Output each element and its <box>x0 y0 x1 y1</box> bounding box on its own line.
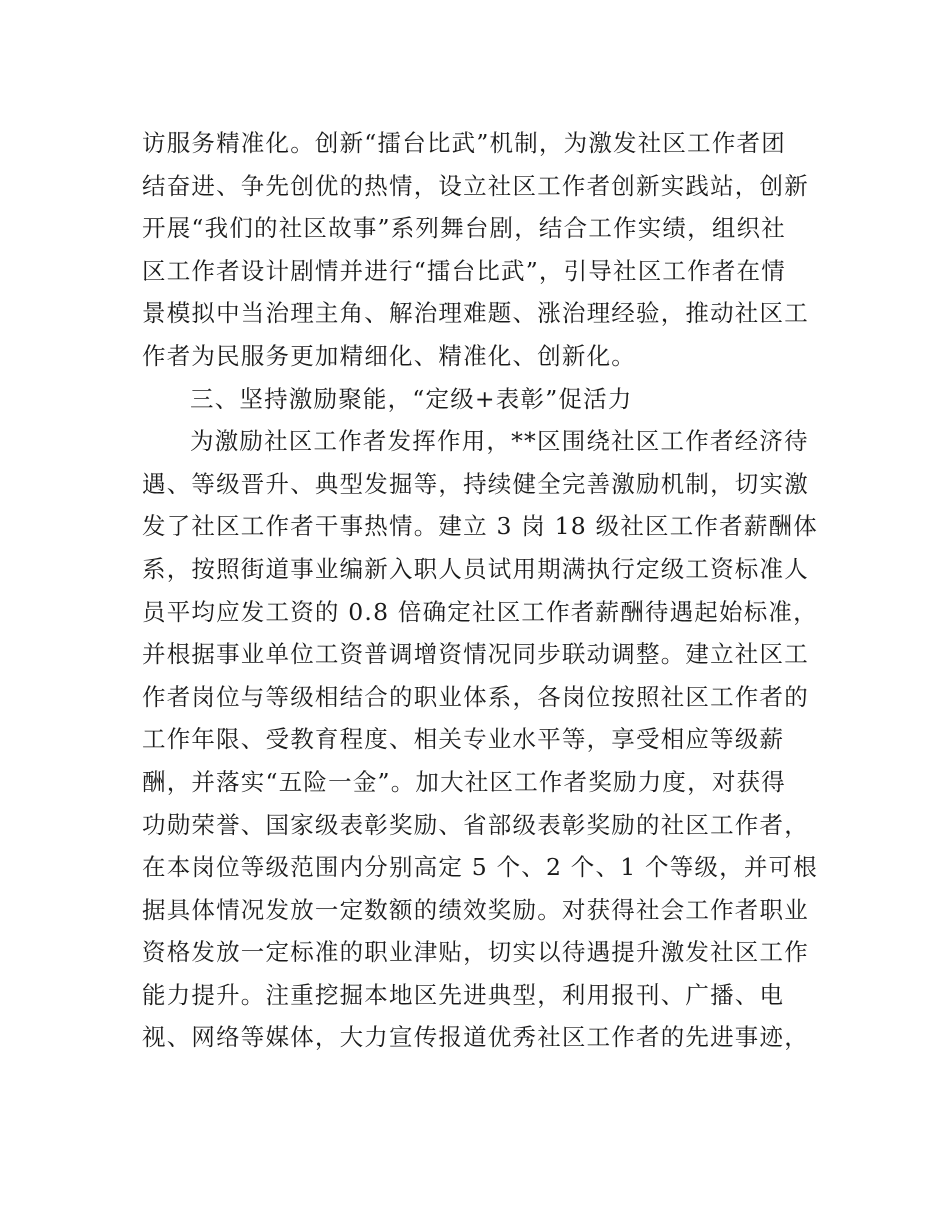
text-line: 据具体情况发放一定数额的绩效奖励。对获得社会工作者职业 <box>142 895 809 924</box>
text-line: 区工作者设计剧情并进行“擂台比武”，引导社区工作者在情 <box>142 256 786 285</box>
text-line: 遇、等级晋升、典型发掘等，持续健全完善激励机制，切实激 <box>142 469 809 498</box>
text-line: 视、网络等媒体，大力宣传报道优秀社区工作者的先进事迹， <box>142 1023 809 1052</box>
text-line: 景模拟中当治理主角、解治理难题、涨治理经验，推动社区工 <box>142 299 809 328</box>
text-line: 功勋荣誉、国家级表彰奖励、省部级表彰奖励的社区工作者， <box>142 810 809 839</box>
text-line: 系，按照街道事业编新入职人员试用期满执行定级工资标准人 <box>142 554 809 583</box>
text-line: 为激励社区工作者发挥作用，**区围绕社区工作者经济待 <box>190 427 809 456</box>
text-line: 并根据事业单位工资普调增资情况同步联动调整。建立社区工 <box>142 640 809 669</box>
text-line: 访服务精准化。创新“擂台比武”机制，为激发社区工作者团 <box>142 129 786 157</box>
text-line: 员平均应发工资的 0.8 倍确定社区工作者薪酬待遇起始标准， <box>142 597 818 626</box>
text-line: 资格发放一定标准的职业津贴，切实以待遇提升激发社区工作 <box>142 938 809 967</box>
document-body <box>142 122 818 1059</box>
text-line: 作者岗位与等级相结合的职业体系，各岗位按照社区工作者的 <box>142 682 809 711</box>
text-line: 作者为民服务更加精细化、精准化、创新化。 <box>142 341 636 370</box>
paragraph-1 <box>142 122 812 378</box>
text-line: 能力提升。注重挖掘本地区先进典型，利用报刊、广播、电 <box>142 980 785 1009</box>
text-line: 发了社区工作者干事热情。建立 3 岗 18 级社区工作者薪酬体 <box>142 512 818 541</box>
text-line: 工作年限、受教育程度、相关专业水平等，享受相应等级薪 <box>142 725 785 754</box>
paragraph-2 <box>142 420 818 1059</box>
text-line: 开展“我们的社区故事”系列舞台剧，结合工作实绩，组织社 <box>142 214 786 243</box>
text-line: 在本岗位等级范围内分别高定 5 个、2 个、1 个等级，并可根 <box>142 853 818 882</box>
text-line: 酬，并落实“五险一金”。加大社区工作者奖励力度，对获得 <box>142 767 786 796</box>
section-heading: 三、坚持激励聚能，“定级+表彰”促活力 <box>190 384 633 413</box>
text-line: 结奋进、争先创优的热情，设立社区工作者创新实践站，创新 <box>142 171 809 200</box>
